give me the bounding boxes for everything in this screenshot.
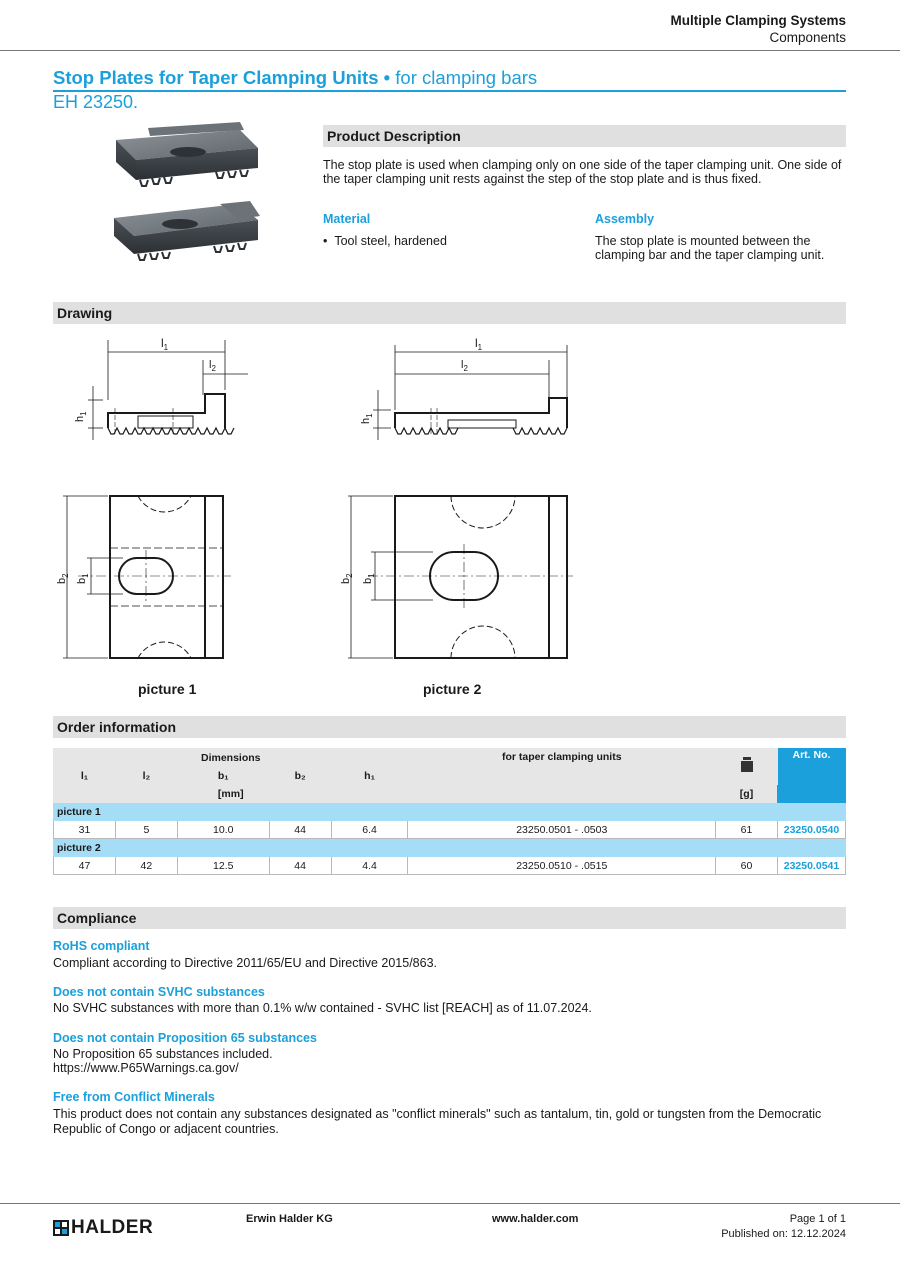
cell-b2: 44: [269, 857, 331, 875]
product-title-suffix: for clamping bars: [395, 67, 538, 88]
dim-l2-label-p2: $l_2$: [461, 359, 468, 373]
dim-h1-label-p1: $h_1$: [74, 411, 88, 422]
art-no-link[interactable]: 23250.0540: [777, 821, 845, 839]
col-b1: b₁: [177, 767, 269, 785]
footer-divider: [0, 1203, 900, 1204]
group-row: [54, 803, 846, 821]
header-divider: [0, 50, 900, 51]
halder-logo-text: HALDER: [71, 1217, 154, 1238]
dim-l1-label-p1: $l_1$: [161, 336, 169, 352]
compliance-heading: Compliance: [53, 907, 846, 929]
order-header-row: [54, 749, 846, 767]
table-row: [54, 857, 846, 875]
cell-weight: 60: [716, 857, 778, 875]
technical-drawing: [53, 330, 613, 710]
picture1-label: picture 1: [138, 681, 197, 697]
col-l1: l₁: [54, 767, 116, 785]
bullet: •: [323, 234, 335, 248]
title-underline: [53, 90, 846, 92]
assembly-text: The stop plate is mounted between the clamping bar and the taper clamping unit.: [595, 234, 825, 262]
title-separator: •: [383, 67, 391, 88]
picture2-label: picture 2: [423, 681, 482, 697]
footer-published: Published on: 12.12.2024: [721, 1228, 846, 1240]
dim-h1-label-p2: $h_1$: [360, 413, 374, 424]
cell-l1: 47: [54, 857, 116, 875]
picture2-side-view: [360, 336, 567, 440]
material-value: Tool steel, hardened: [334, 234, 447, 248]
dim-b2-label-p2: $b_2$: [340, 573, 354, 584]
svhc-heading: Does not contain SVHC substances: [53, 985, 265, 999]
footer-page: Page 1 of 1: [789, 1213, 846, 1225]
footer-website[interactable]: www.halder.com: [492, 1213, 579, 1225]
col-l2: l₂: [115, 767, 177, 785]
units-g: [g]: [716, 785, 778, 803]
conflict-minerals-heading: Free from Conflict Minerals: [53, 1090, 215, 1104]
cell-for: 23250.0501 - .0503: [408, 821, 716, 839]
footer-company: Erwin Halder KG: [246, 1213, 333, 1225]
product-title: [53, 67, 537, 89]
group-label: picture 1: [54, 803, 846, 821]
assembly-heading: Assembly: [595, 212, 655, 226]
conflict-minerals-text-1: This product does not contain any substances designated as "conflict minerals" such as tantalum, tin, gold or tungsten from the Democratic: [53, 1107, 822, 1121]
cell-weight: 61: [716, 821, 778, 839]
material-item: [323, 234, 447, 248]
header-subtitle: Components: [769, 30, 846, 45]
for-units-header: for taper clamping units: [408, 749, 716, 803]
halder-logo-icon: [53, 1220, 69, 1236]
prop65-link[interactable]: https://www.P65Warnings.ca.gov/: [53, 1061, 239, 1075]
group-row: [54, 839, 846, 857]
table-row: [54, 821, 846, 839]
plate-bottom-image: [114, 201, 260, 260]
units-mm: [mm]: [54, 785, 408, 803]
cell-l2: 5: [115, 821, 177, 839]
cell-b1: 10.0: [177, 821, 269, 839]
dimensions-header: Dimensions: [54, 749, 408, 767]
prop65-text: No Proposition 65 substances included.: [53, 1047, 273, 1061]
dim-b1-label-p1: $b_1$: [76, 573, 90, 584]
cell-l2: 42: [115, 857, 177, 875]
prop65-heading: Does not contain Proposition 65 substances: [53, 1031, 317, 1045]
plate-top-image: [116, 122, 258, 186]
product-description-heading: Product Description: [323, 125, 846, 147]
cell-l1: 31: [54, 821, 116, 839]
picture1-side-view: [74, 336, 248, 440]
col-h1: h₁: [331, 767, 408, 785]
dim-b1-label-p2: $b_1$: [362, 573, 376, 584]
cell-h1: 4.4: [331, 857, 408, 875]
cell-h1: 6.4: [331, 821, 408, 839]
rohs-text: Compliant according to Directive 2011/65/EU and Directive 2015/863.: [53, 956, 438, 970]
halder-logo: [53, 1217, 153, 1239]
product-code: EH 23250.: [53, 92, 139, 112]
conflict-minerals-text-2: Republic of Congo or adjacent countries.: [53, 1122, 279, 1136]
picture2-top-view: [340, 496, 573, 697]
cell-b1: 12.5: [177, 857, 269, 875]
product-image: [100, 122, 290, 267]
col-b2: b₂: [269, 767, 331, 785]
product-title-main: Stop Plates for Taper Clamping Units: [53, 67, 379, 88]
weight-icon-cell: [716, 749, 778, 785]
order-table: [53, 748, 846, 875]
cell-for: 23250.0510 - .0515: [408, 857, 716, 875]
rohs-heading: RoHS compliant: [53, 939, 150, 953]
weight-icon: [741, 757, 753, 773]
header-title: Multiple Clamping Systems: [670, 13, 846, 28]
cell-b2: 44: [269, 821, 331, 839]
dim-l1-label-p2: $l_1$: [475, 336, 483, 352]
material-heading: Material: [323, 212, 371, 226]
art-no-header: Art. No.: [777, 749, 845, 803]
order-heading: Order information: [53, 716, 846, 738]
art-no-link[interactable]: 23250.0541: [777, 857, 845, 875]
group-label: picture 2: [54, 839, 846, 857]
dim-b2-label-p1: $b_2$: [56, 573, 70, 584]
svhc-text: No SVHC substances with more than 0.1% w/w contained - SVHC list [REACH] as of 11.07.2024.: [53, 1001, 592, 1015]
drawing-heading: Drawing: [53, 302, 846, 324]
dim-l2-label-p1: $l_2$: [209, 359, 216, 373]
picture1-top-view: [56, 496, 231, 697]
product-description-text: The stop plate is used when clamping only on one side of the taper clamping unit. One side of the taper clamping unit rests against the step of the stop plate and is thus fixed.: [323, 158, 842, 186]
